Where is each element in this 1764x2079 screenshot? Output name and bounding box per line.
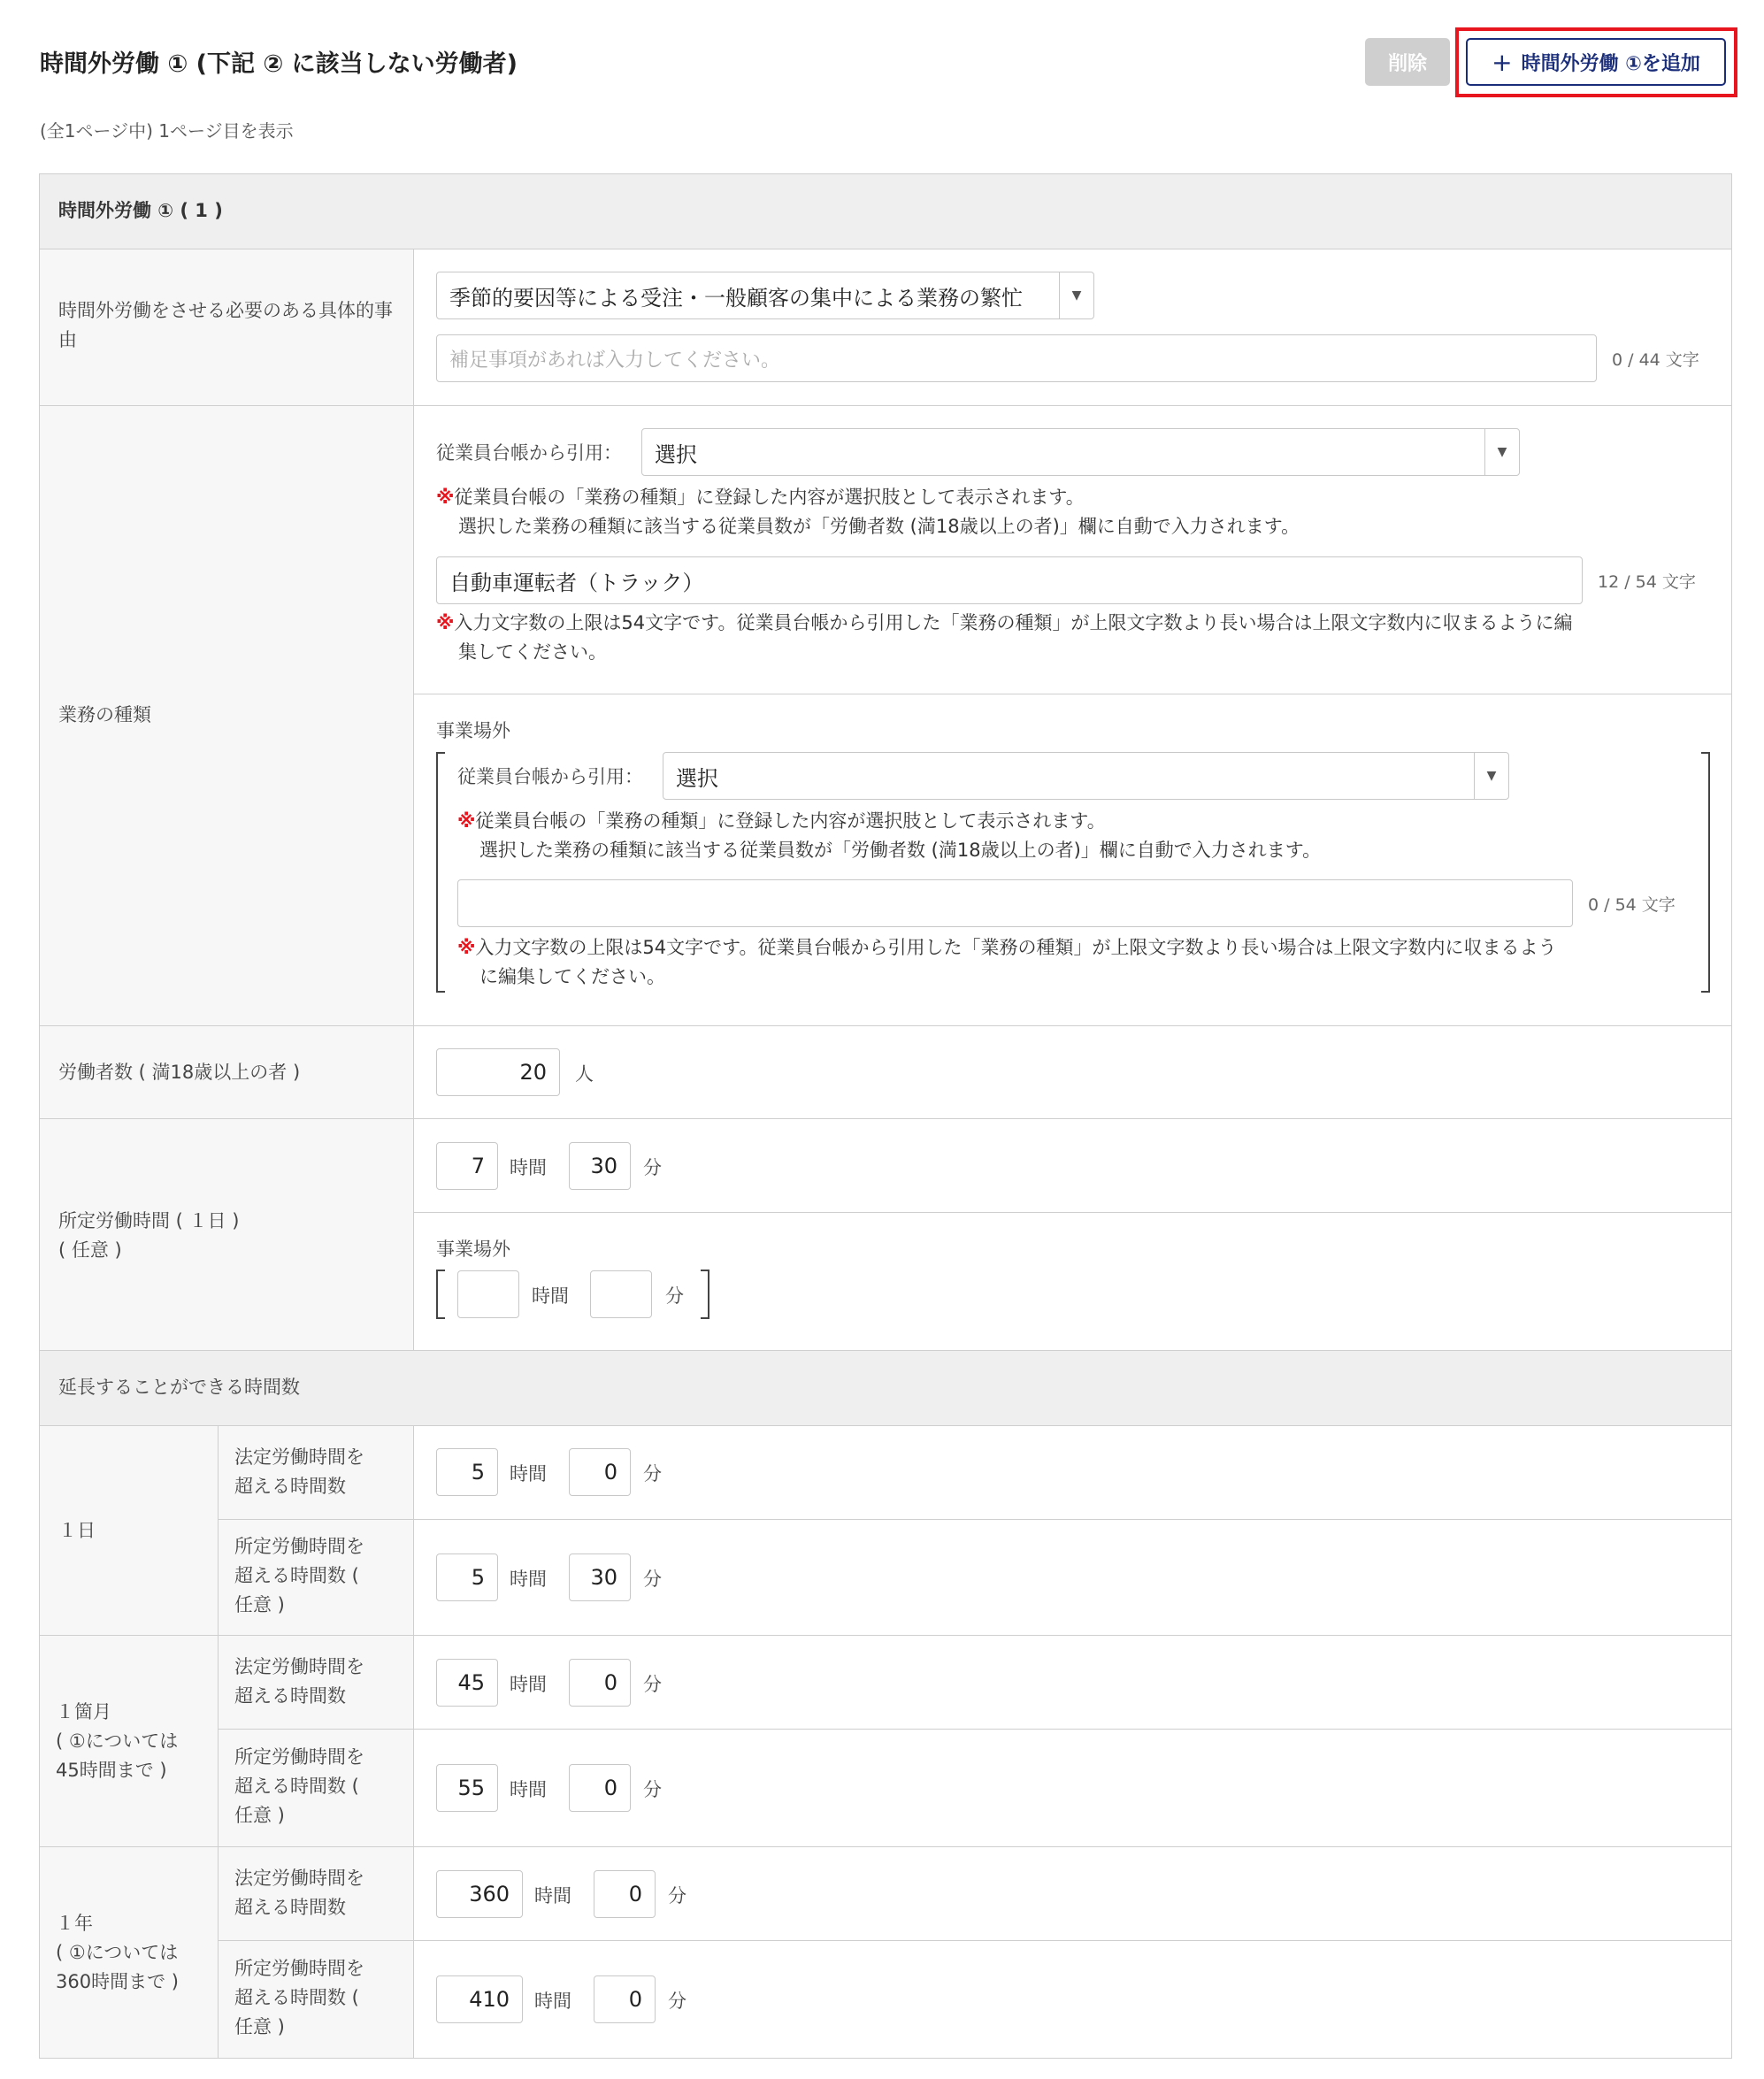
year-label-line3: 360時間まで ) — [56, 1971, 179, 1992]
hour-unit: 時間 — [510, 1569, 547, 1590]
offsite-cite-label: 従業員台帳から引用： — [457, 766, 643, 787]
cite-note-line1: 従業員台帳の「業務の種類」に登録した内容が選択肢として表示されます。 — [454, 487, 1085, 508]
prescribed-label — [58, 1207, 239, 1265]
job-type-limit-note-line2: 集してください。 — [458, 641, 607, 663]
year-pres-minutes-input[interactable]: 0 — [594, 1975, 656, 2023]
bracket-left — [436, 752, 445, 993]
legal-label-line2: 超える時間数 — [234, 1476, 346, 1497]
month-legal-hours-input[interactable]: 45 — [436, 1659, 498, 1707]
prescribed-label-cell — [39, 1118, 414, 1351]
job-type-input[interactable]: 自動車運転者（トラック） — [436, 556, 1583, 604]
pres-label-line2: 超える時間数 ( — [234, 1776, 359, 1797]
legal-label — [234, 1864, 364, 1922]
legal-label — [234, 1443, 364, 1501]
day-label: １日 — [58, 1520, 96, 1541]
minute-unit: 分 — [643, 1463, 662, 1484]
month-legal-minutes-input[interactable]: 0 — [569, 1659, 631, 1707]
bracket-right — [701, 1270, 709, 1319]
section-header — [39, 173, 1732, 249]
day-legal-minutes-input[interactable]: 0 — [569, 1448, 631, 1496]
legal-label-line1: 法定労働時間を — [234, 1656, 364, 1677]
hour-unit: 時間 — [532, 1285, 569, 1307]
prescribed-offsite-minutes-input[interactable] — [590, 1270, 652, 1318]
hour-unit: 時間 — [534, 1885, 571, 1906]
pres-label-line3: 任意 ) — [234, 1594, 285, 1615]
cite-select[interactable] — [641, 428, 1520, 476]
year-pres-hours-input[interactable]: 410 — [436, 1975, 523, 2023]
pres-label-line3: 任意 ) — [234, 1805, 285, 1826]
prescribed-hours-input[interactable]: 7 — [436, 1142, 498, 1190]
bracket-right — [1701, 752, 1710, 993]
legal-label — [234, 1653, 364, 1711]
page-title: 時間外労働 ① (下記 ② に該当しない労働者) — [40, 50, 518, 78]
pres-label-line1: 所定労働時間を — [234, 1746, 364, 1768]
extension-header — [39, 1350, 1732, 1426]
pres-label — [234, 1532, 364, 1620]
month-legal-label-cell — [218, 1635, 414, 1730]
month-label-line3: 45時間まで ) — [56, 1760, 167, 1781]
minute-unit: 分 — [643, 1674, 662, 1695]
add-overtime-label: 時間外労働 ①を追加 — [1521, 52, 1700, 75]
minute-unit: 分 — [643, 1779, 662, 1800]
offsite-cite-select-value: 選択 — [676, 765, 718, 791]
pres-label-line1: 所定労働時間を — [234, 1958, 364, 1979]
extension-header-label: 延長することができる時間数 — [58, 1377, 300, 1398]
job-type-char-count: 12 / 54 文字 — [1598, 572, 1696, 592]
year-label-line1: １年 — [56, 1913, 93, 1934]
offsite-cite-note-line1: 従業員台帳の「業務の種類」に登録した内容が選択肢として表示されます。 — [475, 810, 1106, 832]
supplement-input[interactable]: 補足事項があれば入力してください。 — [436, 334, 1597, 382]
prescribed-label-line2: ( 任意 ) — [58, 1239, 122, 1261]
day-label-cell — [39, 1425, 219, 1636]
workers-input[interactable]: 20 — [436, 1048, 560, 1096]
chevron-down-icon: ▼ — [1059, 272, 1093, 318]
day-pres-hours-input[interactable]: 5 — [436, 1553, 498, 1601]
pres-label — [234, 1954, 364, 2042]
day-pres-label-cell — [218, 1519, 414, 1636]
workers-input-cell — [413, 1025, 1732, 1119]
reason-select[interactable] — [436, 272, 1094, 319]
job-type-limit-note-line1: 入力文字数の上限は54文字です。従業員台帳から引用した「業務の種類」が上限文字数より長い場合は上限文字数内に収まるように編 — [454, 612, 1573, 633]
minute-unit: 分 — [643, 1157, 662, 1178]
note-mark: ※ — [457, 810, 476, 832]
offsite-char-count: 0 / 54 文字 — [1588, 895, 1676, 915]
year-label-line2: ( ①については — [56, 1942, 179, 1963]
hour-unit: 時間 — [510, 1779, 547, 1800]
month-pres-label-cell — [218, 1729, 414, 1847]
page-info: (全1ページ中) 1ページ目を表示 — [40, 120, 294, 142]
prescribed-label-line1: 所定労働時間 ( １日 ) — [58, 1210, 240, 1231]
cite-label: 従業員台帳から引用： — [436, 442, 622, 464]
workers-unit: 人 — [575, 1063, 594, 1085]
day-legal-hours-input[interactable]: 5 — [436, 1448, 498, 1496]
pres-label-line3: 任意 ) — [234, 2016, 285, 2037]
month-pres-minutes-input[interactable]: 0 — [569, 1764, 631, 1812]
reason-select-value: 季節的要因等による受注・一般顧客の集中による業務の繁忙 — [449, 285, 1023, 311]
legal-label-line2: 超える時間数 — [234, 1685, 346, 1707]
offsite-limit-note — [457, 933, 1696, 992]
month-label — [56, 1698, 178, 1785]
offsite-job-type-input[interactable] — [457, 879, 1573, 927]
job-type-limit-note — [436, 609, 1719, 667]
year-legal-minutes-input[interactable]: 0 — [594, 1870, 656, 1918]
delete-button[interactable]: 削除 — [1365, 38, 1450, 86]
chevron-down-icon: ▼ — [1474, 753, 1508, 799]
year-legal-hours-input[interactable]: 360 — [436, 1870, 523, 1918]
add-overtime-button[interactable] — [1466, 38, 1726, 86]
prescribed-offsite-hours-input[interactable] — [457, 1270, 519, 1318]
job-offsite-label: 事業場外 — [436, 720, 510, 741]
supplement-char-count: 0 / 44 文字 — [1612, 350, 1699, 370]
prescribed-minutes-input[interactable]: 30 — [569, 1142, 631, 1190]
offsite-cite-select[interactable] — [663, 752, 1509, 800]
offsite-limit-note-line1: 入力文字数の上限は54文字です。従業員台帳から引用した「業務の種類」が上限文字数より長い場合は上限文字数内に収まるよう — [475, 937, 1557, 958]
minute-unit: 分 — [668, 1991, 686, 2012]
day-pres-minutes-input[interactable]: 30 — [569, 1553, 631, 1601]
hour-unit: 時間 — [534, 1991, 571, 2012]
legal-label-line2: 超える時間数 — [234, 1897, 346, 1918]
note-mark: ※ — [436, 487, 455, 508]
job-type-label-cell — [39, 405, 414, 1026]
month-label-line2: ( ①については — [56, 1730, 179, 1752]
offsite-limit-note-line2: に編集してください。 — [479, 966, 665, 987]
cite-select-value: 選択 — [655, 441, 697, 467]
pres-label — [234, 1743, 364, 1830]
year-label-cell — [39, 1846, 219, 2059]
section-title: 時間外労働 ① ( 1 ) — [58, 200, 223, 221]
pres-label-line2: 超える時間数 ( — [234, 1987, 359, 2008]
day-legal-label-cell — [218, 1425, 414, 1520]
note-mark: ※ — [457, 937, 476, 958]
reason-label: 時間外労働をさせる必要のある具体的事由 — [58, 300, 393, 350]
year-legal-label-cell — [218, 1846, 414, 1941]
note-mark: ※ — [436, 612, 455, 633]
cite-note-line2: 選択した業務の種類に該当する従業員数が「労働者数 (満18歳以上の者)」欄に自動で入力されます。 — [458, 516, 1300, 537]
month-label-cell — [39, 1635, 219, 1847]
year-pres-label-cell — [218, 1940, 414, 2059]
offsite-cite-note — [457, 807, 1321, 865]
legal-label-line1: 法定労働時間を — [234, 1446, 364, 1468]
offsite-cite-note-line2: 選択した業務の種類に該当する従業員数が「労働者数 (満18歳以上の者)」欄に自動で入力されます。 — [479, 840, 1322, 861]
workers-label: 労働者数 ( 満18歳以上の者 ) — [58, 1062, 301, 1083]
month-label-line1: １箇月 — [56, 1701, 111, 1722]
chevron-down-icon: ▼ — [1484, 429, 1519, 475]
plus-icon: + — [1492, 47, 1513, 77]
hour-unit: 時間 — [510, 1674, 547, 1695]
bracket-left — [436, 1270, 445, 1319]
workers-label-cell — [39, 1025, 414, 1119]
pres-label-line1: 所定労働時間を — [234, 1536, 364, 1557]
job-type-label: 業務の種類 — [58, 704, 151, 725]
prescribed-offsite-label: 事業場外 — [436, 1239, 510, 1260]
cite-note — [436, 483, 1300, 541]
minute-unit: 分 — [665, 1285, 684, 1307]
minute-unit: 分 — [668, 1885, 686, 1906]
year-label — [56, 1909, 179, 1997]
reason-label-cell — [39, 249, 414, 406]
month-pres-hours-input[interactable]: 55 — [436, 1764, 498, 1812]
legal-label-line1: 法定労働時間を — [234, 1868, 364, 1889]
hour-unit: 時間 — [510, 1157, 547, 1178]
pres-label-line2: 超える時間数 ( — [234, 1565, 359, 1586]
minute-unit: 分 — [643, 1569, 662, 1590]
hour-unit: 時間 — [510, 1463, 547, 1484]
